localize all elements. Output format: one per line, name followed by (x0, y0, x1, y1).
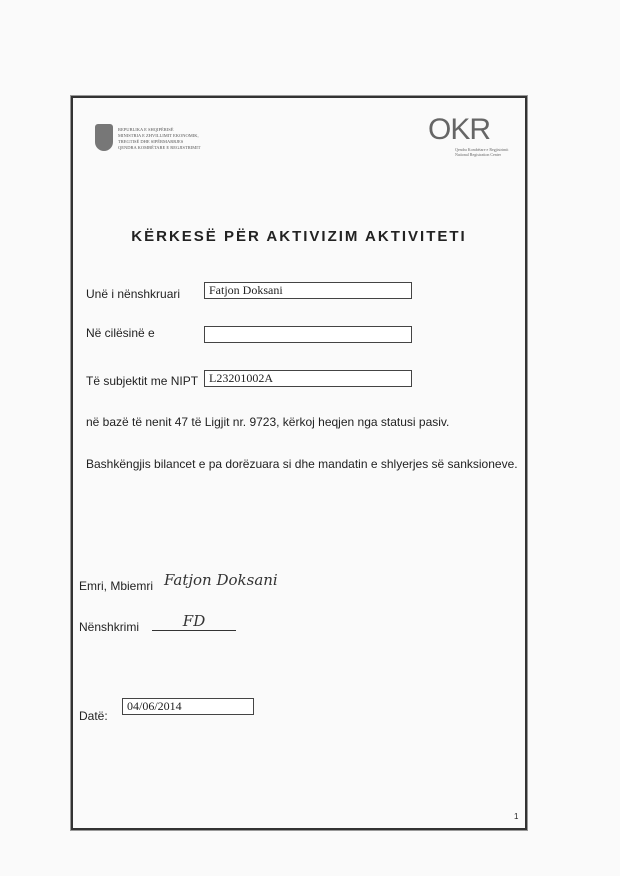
header-line: TREGTISË DHE SIPËRMARRJES (118, 139, 184, 144)
signature: FD (152, 612, 236, 631)
request-text: në bazë të nenit 47 të Ligjit nr. 9723, kërkoj heqjen nga statusi pasiv. (86, 415, 450, 429)
undersigned-label: Unë i nënshkruari (86, 287, 181, 301)
page-number: 1 (514, 812, 519, 821)
attachment-text: Bashkëngjis bilancet e pa dorëzuara si dhe mandatin e shlyerjes së sanksioneve. (86, 457, 518, 471)
nipt-label: Të subjektit me NIPT (86, 374, 199, 388)
name-signature: Fatjon Doksani (164, 571, 278, 589)
nipt-field[interactable]: L23201002A (204, 370, 412, 387)
albania-crest-icon (95, 124, 113, 151)
header-line: QENDRA KOMBËTARE E REGJISTRIMIT (118, 145, 201, 150)
okr-logo: OKR (428, 113, 491, 146)
header-line: REPUBLIKA E SHQIPËRISË (118, 127, 174, 132)
capacity-label: Në cilësinë e (86, 326, 155, 340)
signature-label: Nënshkrimi (79, 620, 140, 634)
date-field[interactable]: 04/06/2014 (122, 698, 254, 715)
document-title: KËRKESË PËR AKTIVIZIM AKTIVITETI (131, 228, 467, 245)
header-institution (118, 127, 201, 151)
header-line: MINISTRIA E ZHVILLIMIT EKONOMIK, (118, 133, 199, 138)
name-label: Emri, Mbiemri (79, 579, 153, 593)
okr-sub-line: Qendra Kombëtare e Regjistrimit (455, 147, 509, 152)
capacity-field[interactable] (204, 326, 412, 343)
date-label: Datë: (79, 709, 108, 723)
undersigned-field[interactable]: Fatjon Doksani (204, 282, 412, 299)
okr-subtitle (455, 147, 508, 157)
okr-sub-line: National Registration Center (455, 152, 501, 157)
